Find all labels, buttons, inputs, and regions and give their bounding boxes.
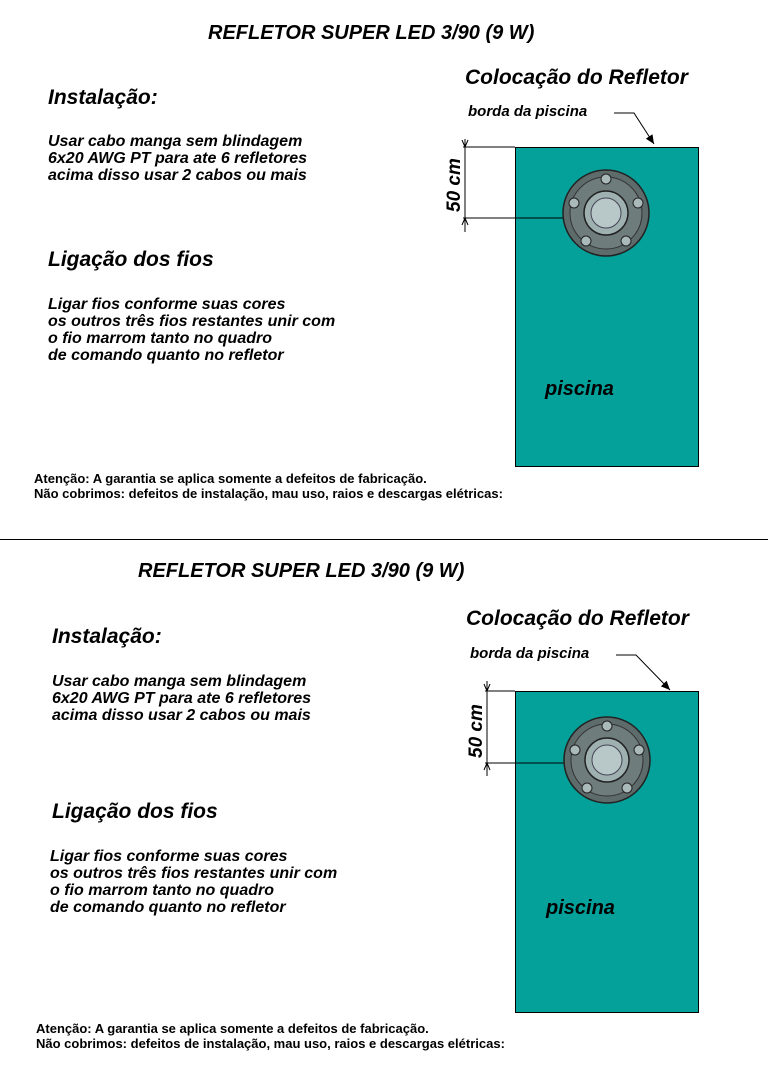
wiring-line: Ligar fios conforme suas cores — [48, 296, 286, 313]
pool-label: piscina — [546, 897, 615, 919]
pool-edge-label: borda da piscina — [468, 103, 588, 120]
wiring-line: os outros três fios restantes unir com — [50, 865, 338, 882]
warranty-notice — [34, 471, 503, 501]
dimension-label: 50 cm — [466, 704, 487, 758]
wiring-line: Ligar fios conforme suas cores — [50, 848, 288, 865]
installation-line: acima disso usar 2 cabos ou mais — [48, 167, 307, 184]
wiring-line: o fio marrom tanto no quadro — [50, 882, 274, 899]
pool-label: piscina — [545, 378, 614, 400]
pool-light-icon — [564, 717, 650, 803]
installation-heading: Instalação: — [52, 625, 162, 648]
placement-diagram — [0, 0, 768, 540]
wiring-line: de comando quanto no refletor — [50, 899, 286, 916]
dimension-label: 50 cm — [444, 158, 465, 212]
installation-line: Usar cabo manga sem blindagem — [48, 133, 303, 150]
instruction-sheet-1 — [0, 0, 768, 540]
wiring-heading: Ligação dos fios — [48, 248, 214, 271]
placement-diagram — [0, 543, 768, 1083]
warranty-line: Atenção: A garantia se aplica somente a defeitos de fabricação. — [34, 471, 427, 486]
exclusions-line: Não cobrimos: defeitos de instalação, mau uso, raios e descargas elétricas: — [34, 486, 503, 501]
instruction-sheet-2 — [0, 543, 768, 1083]
wiring-line: de comando quanto no refletor — [48, 347, 284, 364]
installation-line: 6x20 AWG PT para ate 6 refletores — [52, 690, 312, 707]
sheet-title: REFLETOR SUPER LED 3/90 (9 W) — [208, 22, 535, 44]
warranty-notice — [36, 1021, 505, 1051]
wiring-line: os outros três fios restantes unir com — [48, 313, 336, 330]
page-separator — [0, 539, 768, 540]
edge-leader-line — [614, 113, 654, 144]
wiring-line: o fio marrom tanto no quadro — [48, 330, 272, 347]
installation-heading: Instalação: — [48, 86, 158, 109]
placement-heading: Colocação do Refletor — [465, 66, 688, 89]
pool-edge-label: borda da piscina — [470, 645, 590, 662]
installation-line: 6x20 AWG PT para ate 6 refletores — [48, 150, 308, 167]
exclusions-line: Não cobrimos: defeitos de instalação, mau uso, raios e descargas elétricas: — [36, 1036, 505, 1051]
placement-heading: Colocação do Refletor — [466, 607, 689, 630]
sheet-title: REFLETOR SUPER LED 3/90 (9 W) — [138, 560, 465, 582]
edge-leader-line — [616, 655, 670, 690]
installation-line: Usar cabo manga sem blindagem — [52, 673, 307, 690]
pool-light-icon — [563, 170, 649, 256]
warranty-line: Atenção: A garantia se aplica somente a defeitos de fabricação. — [36, 1021, 429, 1036]
installation-line: acima disso usar 2 cabos ou mais — [52, 707, 311, 724]
wiring-heading: Ligação dos fios — [52, 800, 218, 823]
